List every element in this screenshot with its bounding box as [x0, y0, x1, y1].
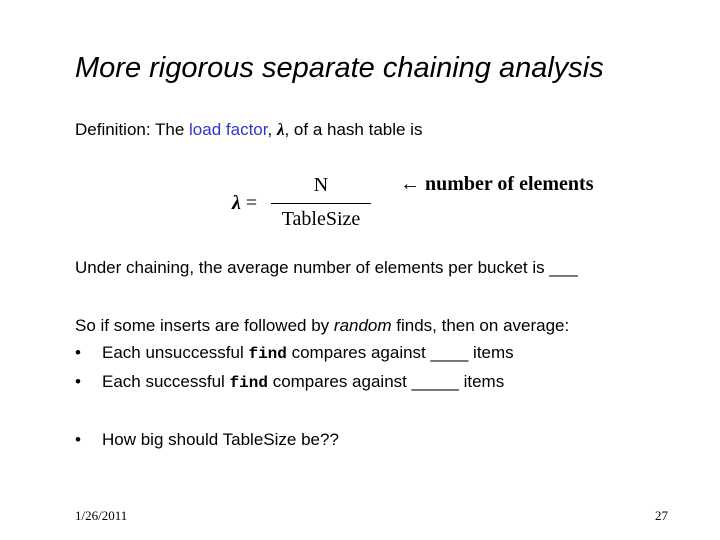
bullet-text-after: compares against ____ items [286, 343, 514, 362]
page-number: 27 [655, 508, 668, 523]
bullet-unsuccessful-find [75, 343, 514, 363]
bullet-dot: • [75, 372, 81, 391]
formula-fraction [271, 174, 371, 231]
bullet-text-before: Each unsuccessful [102, 343, 249, 362]
bullet-text-after: compares against _____ items [267, 372, 505, 391]
slide-title: More rigorous separate chaining analysis [75, 52, 604, 84]
chaining-line: Under chaining, the average number of elements per bucket is ___ [75, 258, 578, 277]
bullet-text: How big should TableSize be?? [102, 430, 339, 449]
formula-numerator: N [313, 174, 329, 196]
formula-lambda: λ [232, 192, 241, 214]
bullet-dot: • [75, 343, 81, 362]
find-code: find [248, 345, 287, 363]
definition-line [75, 120, 422, 140]
intro-prefix: So if some inserts are followed by [75, 316, 334, 335]
fraction-bar [271, 203, 371, 204]
find-code: find [229, 374, 268, 392]
bullet-text-before: Each successful [102, 372, 230, 391]
intro-emphasis: random [333, 316, 392, 335]
footer-date: 1/26/2011 [75, 508, 128, 523]
definition-prefix: Definition: The [75, 120, 190, 139]
intro-line [75, 316, 569, 336]
formula-annotation: ← number of elements [400, 173, 594, 195]
bullet-dot: • [75, 430, 81, 449]
bullet-successful-find [75, 372, 504, 392]
bullet-tablesize-question [75, 430, 339, 450]
formula-lhs [232, 192, 257, 215]
definition-comma: , [267, 120, 277, 139]
lambda-symbol: λ [276, 120, 285, 139]
intro-suffix: finds, then on average: [391, 316, 570, 335]
load-factor-term: load factor [189, 120, 268, 139]
formula-equals: = [245, 192, 258, 214]
formula-denominator: TableSize [281, 208, 361, 230]
definition-suffix: , of a hash table is [284, 120, 423, 139]
